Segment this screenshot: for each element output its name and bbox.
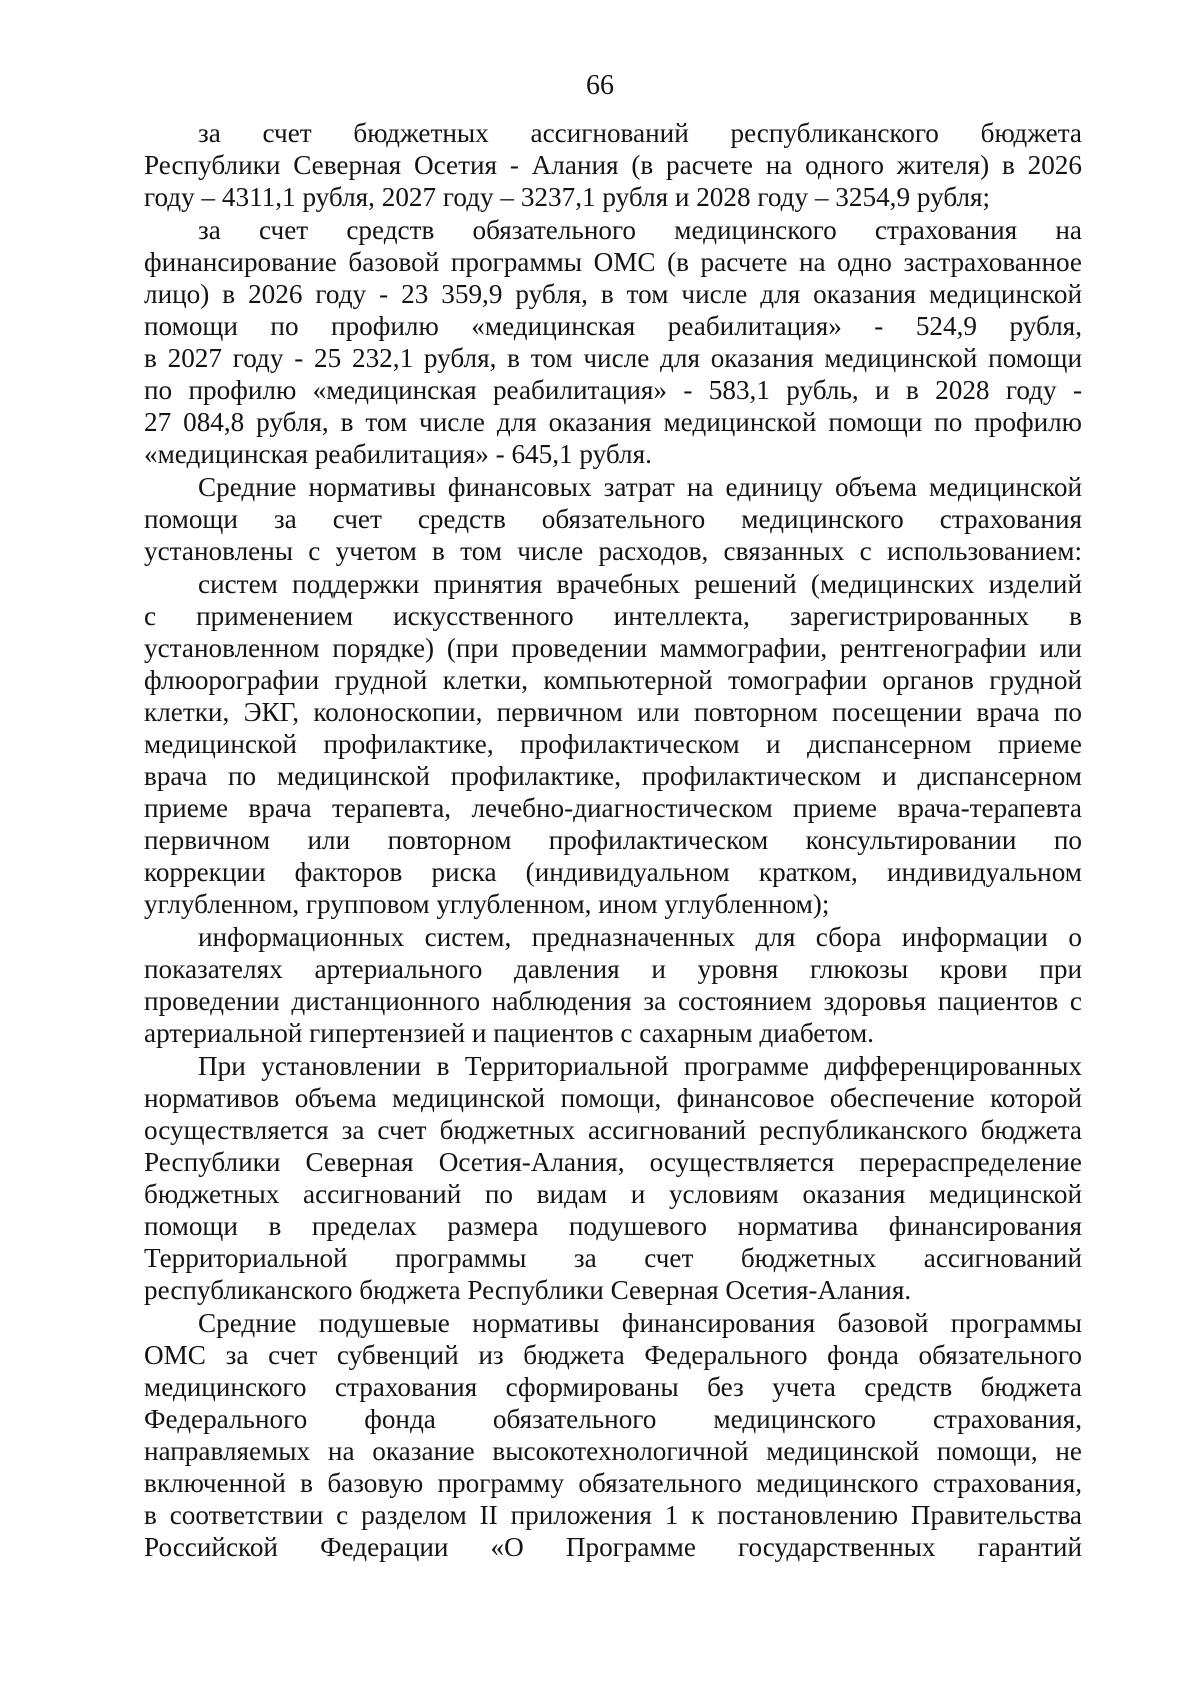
text-line: бюджетных ассигнований по видам и условиям оказания медицинской [144, 1179, 1082, 1209]
text-line: помощи по профилю «медицинская реабилитация» - 524,9 рубля, [144, 311, 1082, 341]
page-number: 66 [586, 70, 614, 101]
text-line: нормативов объема медицинской помощи, финансовое обеспечение которой [144, 1083, 1082, 1113]
text-line: осуществляется за счет бюджетных ассигнований республиканского бюджета [144, 1115, 1082, 1145]
text-line: систем поддержки принятия врачебных решений (медицинских изделий [198, 569, 1082, 599]
text-line: по профилю «медицинская реабилитация» - 583,1 рубль, и в 2028 году - [144, 375, 1082, 405]
text-line: Российской Федерации «О Программе государственных гарантий [144, 1532, 1082, 1562]
text-line: за счет бюджетных ассигнований республиканского бюджета [198, 118, 1082, 148]
paragraph-differentiated-standards [144, 1050, 1082, 1306]
text-line: информационных систем, предназначенных для сбора информации о [198, 922, 1082, 952]
text-line: за счет средств обязательного медицинского страхования на [198, 215, 1082, 245]
text-line: установленном порядке) (при проведении маммографии, рентгенографии или [144, 633, 1082, 663]
text-line: артериальной гипертензией и пациентов с сахарным диабетом. [144, 1018, 874, 1048]
text-line: с применением искусственного интеллекта, зарегистрированных в [144, 601, 1082, 631]
paragraph-cost-standards [144, 471, 1082, 567]
text-line: проведении дистанционного наблюдения за состоянием здоровья пациентов с [144, 986, 1082, 1016]
text-line: показателях артериального давления и уровня глюкозы крови при [144, 954, 1082, 984]
text-line: в соответствии с разделом II приложения 1 к постановлению Правительства [144, 1500, 1082, 1530]
document-body [144, 117, 1082, 1563]
text-line: финансирование базовой программы ОМС (в расчете на одно застрахованное [144, 247, 1082, 277]
text-line: Средние нормативы финансовых затрат на единицу объема медицинской [198, 472, 1082, 502]
text-line: При установлении в Территориальной программе дифференцированных [198, 1051, 1082, 1081]
paragraph-oms-per-insured [144, 214, 1082, 470]
text-line: Территориальной программы за счет бюджетных ассигнований [144, 1243, 1082, 1273]
text-line: коррекции факторов риска (индивидуальном кратком, индивидуальном [144, 857, 1082, 887]
paragraph-budget-per-resident [144, 117, 1082, 213]
paragraph-per-capita-standards [144, 1307, 1082, 1563]
text-line: Федерального фонда обязательного медицинского страхования, [144, 1404, 1082, 1434]
paragraph-decision-support-systems [144, 568, 1082, 920]
text-line: медицинской профилактике, профилактическом и диспансерном приеме [144, 729, 1082, 759]
text-line: Республики Северная Осетия-Алания, осуществляется перераспределение [144, 1147, 1082, 1177]
text-line: «медицинская реабилитация» - 645,1 рубля. [144, 439, 652, 469]
text-line: республиканского бюджета Республики Северная Осетия-Алания. [144, 1275, 912, 1305]
text-line: лицо) в 2026 году - 23 359,9 рубля, в том числе для оказания медицинской [144, 279, 1082, 309]
text-line: направляемых на оказание высокотехнологичной медицинской помощи, не [144, 1436, 1082, 1466]
text-line: году – 4311,1 рубля, 2027 году – 3237,1 рубля и 2028 году – 3254,9 рубля; [144, 182, 991, 212]
text-line: первичном или повторном профилактическом консультировании по [144, 825, 1082, 855]
text-line: в 2027 году - 25 232,1 рубля, в том числе для оказания медицинской помощи [144, 343, 1082, 373]
text-line: приеме врача терапевта, лечебно-диагностическом приеме врача-терапевта [144, 793, 1082, 823]
text-line: врача по медицинской профилактике, профилактическом и диспансерном [144, 761, 1082, 791]
text-line: флюорографии грудной клетки, компьютерной томографии органов грудной [144, 665, 1082, 695]
paragraph-information-systems [144, 921, 1082, 1049]
text-line: помощи в пределах размера подушевого норматива финансирования [144, 1211, 1082, 1241]
text-line: углубленном, групповом углубленном, ином углубленном); [144, 889, 830, 919]
text-line: медицинского страхования сформированы без учета средств бюджета [144, 1372, 1082, 1402]
text-line: Средние подушевые нормативы финансирования базовой программы [198, 1308, 1082, 1338]
text-line: установлены с учетом в том числе расходов, связанных с использованием: [144, 536, 1082, 566]
text-line: включенной в базовую программу обязательного медицинского страхования, [144, 1468, 1082, 1498]
text-line: ОМС за счет субвенций из бюджета Федерального фонда обязательного [144, 1340, 1082, 1370]
text-line: клетки, ЭКГ, колоноскопии, первичном или повторном посещении врача по [144, 697, 1082, 727]
text-line: помощи за счет средств обязательного медицинского страхования [144, 504, 1082, 534]
text-line: Республики Северная Осетия - Алания (в расчете на одного жителя) в 2026 [144, 150, 1082, 180]
text-line: 27 084,8 рубля, в том числе для оказания медицинской помощи по профилю [144, 407, 1082, 437]
